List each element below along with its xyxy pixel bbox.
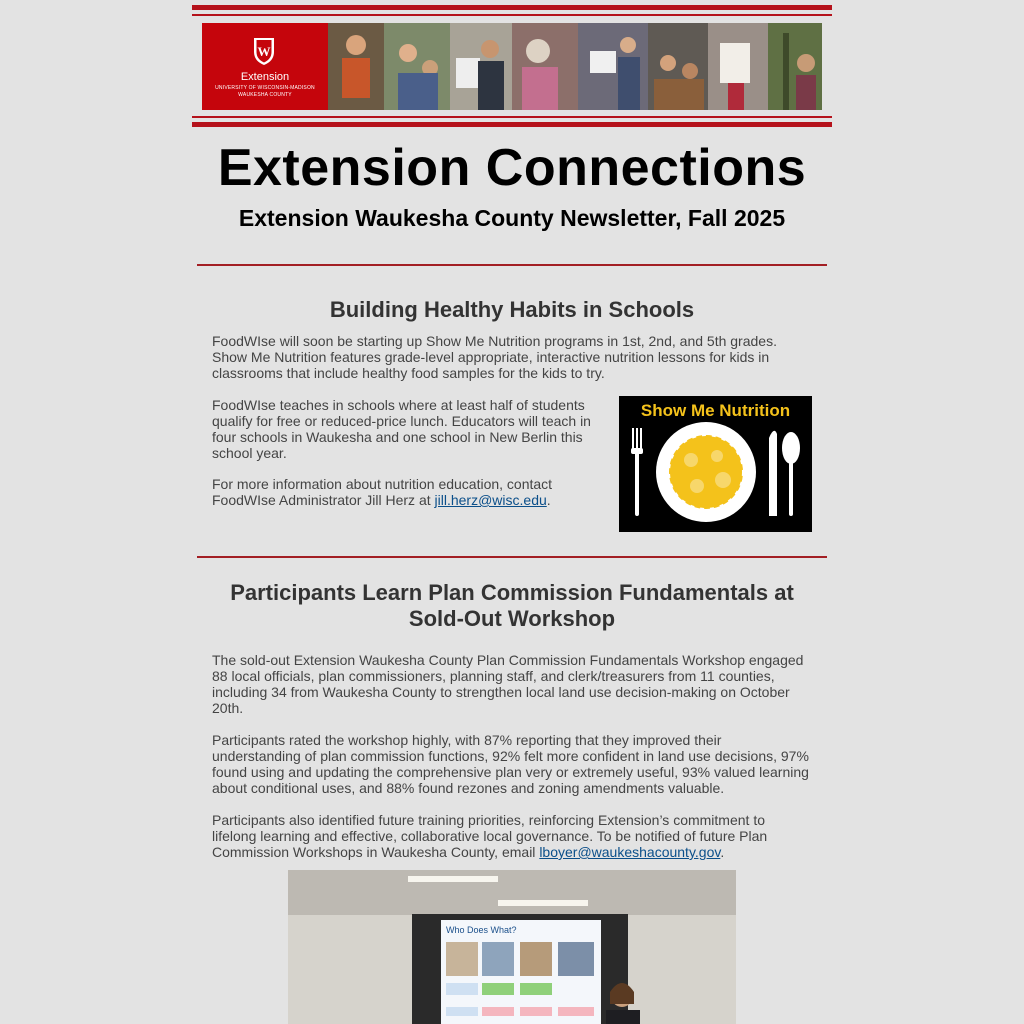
email-link-jill[interactable]: jill.herz@wisc.edu bbox=[434, 492, 547, 508]
section2-paragraph-2: Participants rated the workshop highly, with 87% reporting that they improved their understanding of plan commission functions, 92% felt more confident in land use decisions, 97% found using and updating the comprehensive plan very or extremely useful, 93% valued learning about conditional uses, and 88% found rezones and zoning amendments valuable. bbox=[212, 732, 809, 796]
top-red-bar bbox=[192, 5, 832, 10]
workshop-photo bbox=[288, 870, 736, 1024]
logo-subtitle: UNIVERSITY OF WISCONSIN-MADISON WAUKESHA COUNTY bbox=[215, 85, 315, 98]
section1-paragraph-3: For more information about nutrition education, contact FoodWIse Administrator Jill Herz at jill.herz@wisc.edu. bbox=[212, 476, 553, 508]
section1-title: Building Healthy Habits in Schools bbox=[329, 297, 695, 322]
workshop-scene bbox=[288, 870, 736, 1024]
section2-paragraph-3: Participants also identified future training priorities, reinforcing Extension’s commitment to lifelong learning and effective, collaborative local governance. To be notified of future Plan Commission Workshops in Waukesha County, email lboyer@waukeshacounty.gov. bbox=[212, 812, 768, 860]
section-divider bbox=[197, 264, 827, 266]
newsletter-column bbox=[192, 0, 832, 1024]
newsletter-title: Extension Connections bbox=[217, 139, 807, 197]
slide-title: Who Does What? bbox=[446, 925, 517, 935]
section2-paragraph-1: The sold-out Extension Waukesha County Plan Commission Fundamentals Workshop engaged 88 local officials, plan commissioners, planning staff, and clerk/treasurers from 11 counties, including 34 from Waukesha County to strengthen local land use decision-making on October 20th. bbox=[212, 652, 804, 716]
top-red-line bbox=[192, 14, 832, 16]
section2-title: Participants Learn Plan Commission Fundamentals at Sold-Out Workshop bbox=[230, 580, 794, 631]
logo-name: Extension bbox=[240, 71, 290, 83]
email-link-lboyer[interactable]: lboyer@waukeshacounty.gov bbox=[539, 844, 721, 860]
section-divider bbox=[197, 556, 827, 558]
newsletter-subtitle: Extension Waukesha County Newsletter, Fall 2025 bbox=[238, 205, 786, 231]
banner-red-bar bbox=[192, 122, 832, 127]
plate-icon bbox=[619, 420, 812, 532]
section1-paragraph-1: FoodWIse will soon be starting up Show Me Nutrition programs in 1st, 2nd, and 5th grades. Show Me Nutrition features grade-level appropriate, interactive nutrition lessons for kids in classrooms that include healthy food samples for the kids to try. bbox=[212, 333, 777, 381]
section1-paragraph-2: FoodWIse teaches in schools where at least half of students qualify for free or reduced-price lunch. Educators will teach in four schools in Waukesha and one school in New Berlin this school year. bbox=[212, 397, 591, 461]
show-me-nutrition-label: Show Me Nutrition bbox=[640, 401, 791, 420]
header-banner bbox=[202, 23, 822, 110]
uw-crest-icon bbox=[252, 36, 276, 66]
extension-logo bbox=[202, 23, 328, 110]
show-me-nutrition-image bbox=[619, 396, 812, 532]
photo-collage bbox=[328, 23, 822, 110]
banner-red-line bbox=[192, 116, 832, 118]
svg-text:W: W bbox=[257, 44, 271, 59]
